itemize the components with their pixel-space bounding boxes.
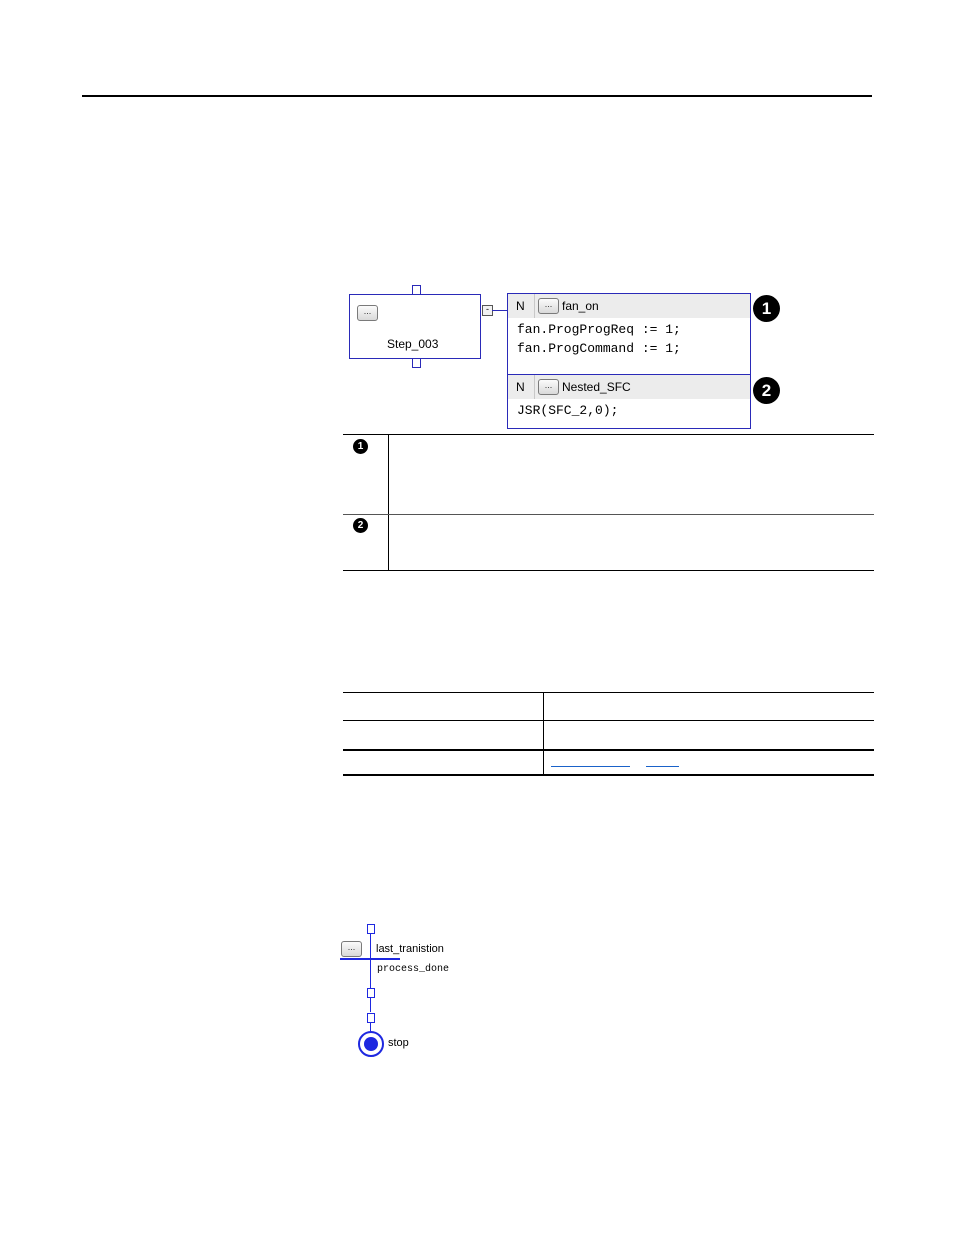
table-column-rule	[543, 692, 544, 775]
table-rule	[343, 749, 874, 751]
wire	[370, 998, 371, 1012]
transition-top-connector[interactable]	[367, 924, 375, 934]
link-1[interactable]	[551, 766, 630, 767]
divider	[534, 375, 535, 399]
header-rule	[82, 95, 872, 97]
callout-1: 1	[753, 295, 780, 322]
divider	[534, 294, 535, 318]
action-fan-on[interactable]	[507, 293, 751, 375]
action-header	[508, 294, 750, 318]
link-2[interactable]	[646, 766, 679, 767]
code-line: JSR(SFC_2,0);	[517, 403, 619, 418]
step-box[interactable]	[349, 294, 481, 359]
code-line: fan.ProgCommand := 1;	[517, 341, 681, 356]
transition-bar[interactable]	[340, 958, 400, 960]
transition-browse-button[interactable]: ...	[341, 941, 362, 957]
stop-name: stop	[388, 1037, 409, 1049]
action-nested-sfc[interactable]	[507, 374, 751, 429]
table-rule	[343, 692, 874, 693]
code-line: fan.ProgProgReq := 1;	[517, 322, 681, 337]
stop-element[interactable]	[358, 1031, 384, 1057]
legend-callout-1: 1	[353, 439, 368, 454]
action-qualifier: N	[516, 299, 525, 313]
collapse-actions-button[interactable]: -	[482, 305, 493, 316]
step-bottom-connector[interactable]	[412, 358, 421, 368]
table-column-rule	[388, 435, 389, 570]
table-rule	[343, 514, 874, 515]
stop-icon	[364, 1037, 378, 1051]
transition-name: last_tranistion	[376, 943, 444, 955]
callout-2: 2	[753, 377, 780, 404]
table-rule	[343, 774, 874, 776]
legend-callout-2: 2	[353, 518, 368, 533]
connector[interactable]	[367, 1013, 375, 1023]
action-qualifier: N	[516, 380, 525, 394]
step-name: Step_003	[387, 337, 439, 351]
connector[interactable]	[367, 988, 375, 998]
action-browse-button[interactable]: ...	[538, 298, 559, 314]
action-name: fan_on	[562, 299, 599, 313]
step-browse-button[interactable]: ...	[357, 305, 378, 321]
action-name: Nested_SFC	[562, 380, 631, 394]
table-rule	[343, 434, 874, 435]
table-rule	[343, 570, 874, 571]
wire	[370, 934, 371, 989]
action-browse-button[interactable]: ...	[538, 379, 559, 395]
action-link-line	[492, 310, 507, 311]
transition-condition: process_done	[377, 964, 450, 975]
table-rule	[343, 720, 874, 721]
action-header	[508, 375, 750, 399]
